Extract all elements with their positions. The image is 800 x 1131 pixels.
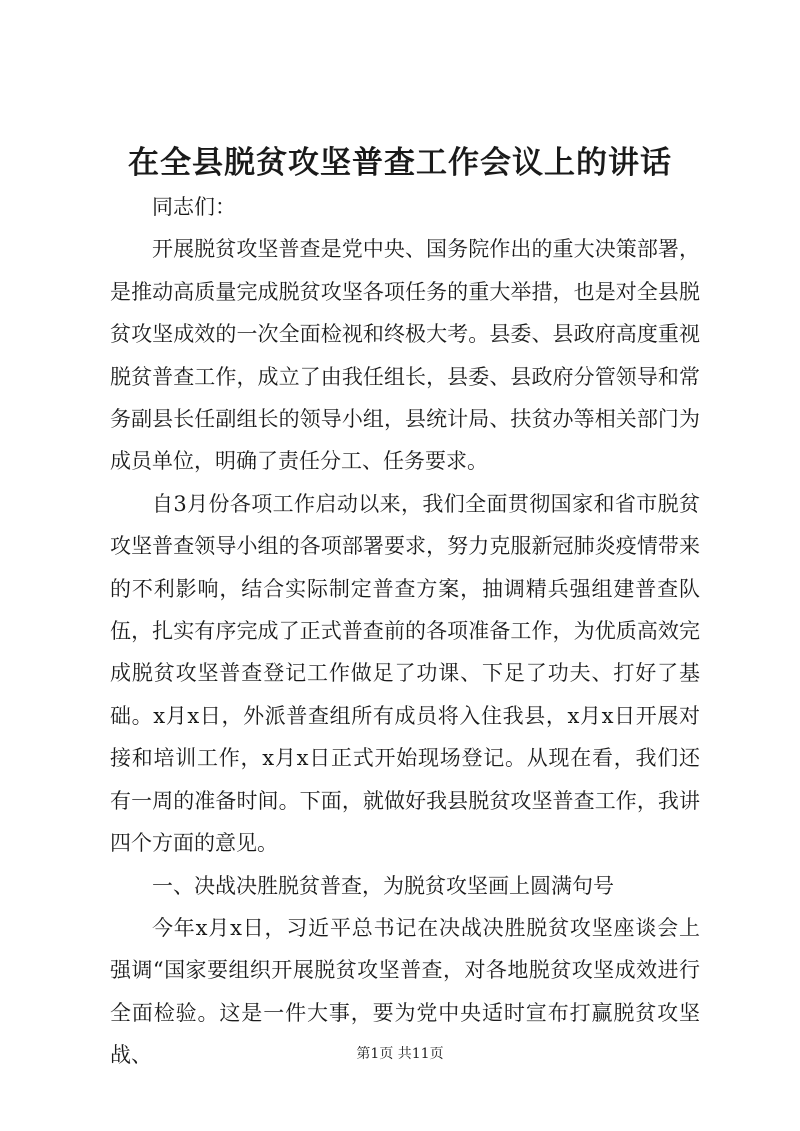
document-body — [110, 186, 700, 1077]
paragraph-section-1: 今年x月x日，习近平总书记在决战决胜脱贫攻坚座谈会上强调“国家要组织开展脱贫攻坚普查，对各地脱贫攻坚成效进行全面检验。这是一件大事，要为党中央适时宣布打赢脱贫攻坚战、 — [110, 915, 700, 1068]
section-heading-1: 一、决战决胜脱贫普查，为脱贫攻坚画上圆满句号 — [152, 873, 614, 898]
paragraph-intro: 开展脱贫攻坚普查是党中央、国务院作出的重大决策部署，是推动高质量完成脱贫攻坚各项任务的重大举措，也是对全县脱贫攻坚成效的一次全面检视和终极大考。县委、县政府高度重视脱贫普查工作，成立了由我任组长，县委、县政府分管领导和常务副县长任副组长的领导小组，县统计局、扶贫办等相关部门为成员单位，明确了责任分工、任务要求。 — [110, 237, 700, 474]
document-title: 在全县脱贫攻坚普查工作会议上的讲话 — [128, 145, 672, 181]
paragraph-progress: 自3月份各项工作启动以来，我们全面贯彻国家和省市脱贫攻坚普查领导小组的各项部署要求，努力克服新冠肺炎疫情带来的不利影响，结合实际制定普查方案，抽调精兵强组建普查队伍，扎实有序完成了正式普查前的各项准备工作，为优质高效完成脱贫攻坚普查登记工作做足了功课、下足了功夫、打好了基础。x月x日，外派普查组所有成员将入住我县，x月x日开展对接和培训工作，x月x日正式开始现场登记。从现在看，我们还有一周的准备时间。下面，就做好我县脱贫攻坚普查工作，我讲四个方面的意见。 — [110, 491, 700, 856]
page-footer: 第1页 共11页 — [356, 1046, 444, 1062]
salutation: 同志们： — [152, 195, 236, 219]
